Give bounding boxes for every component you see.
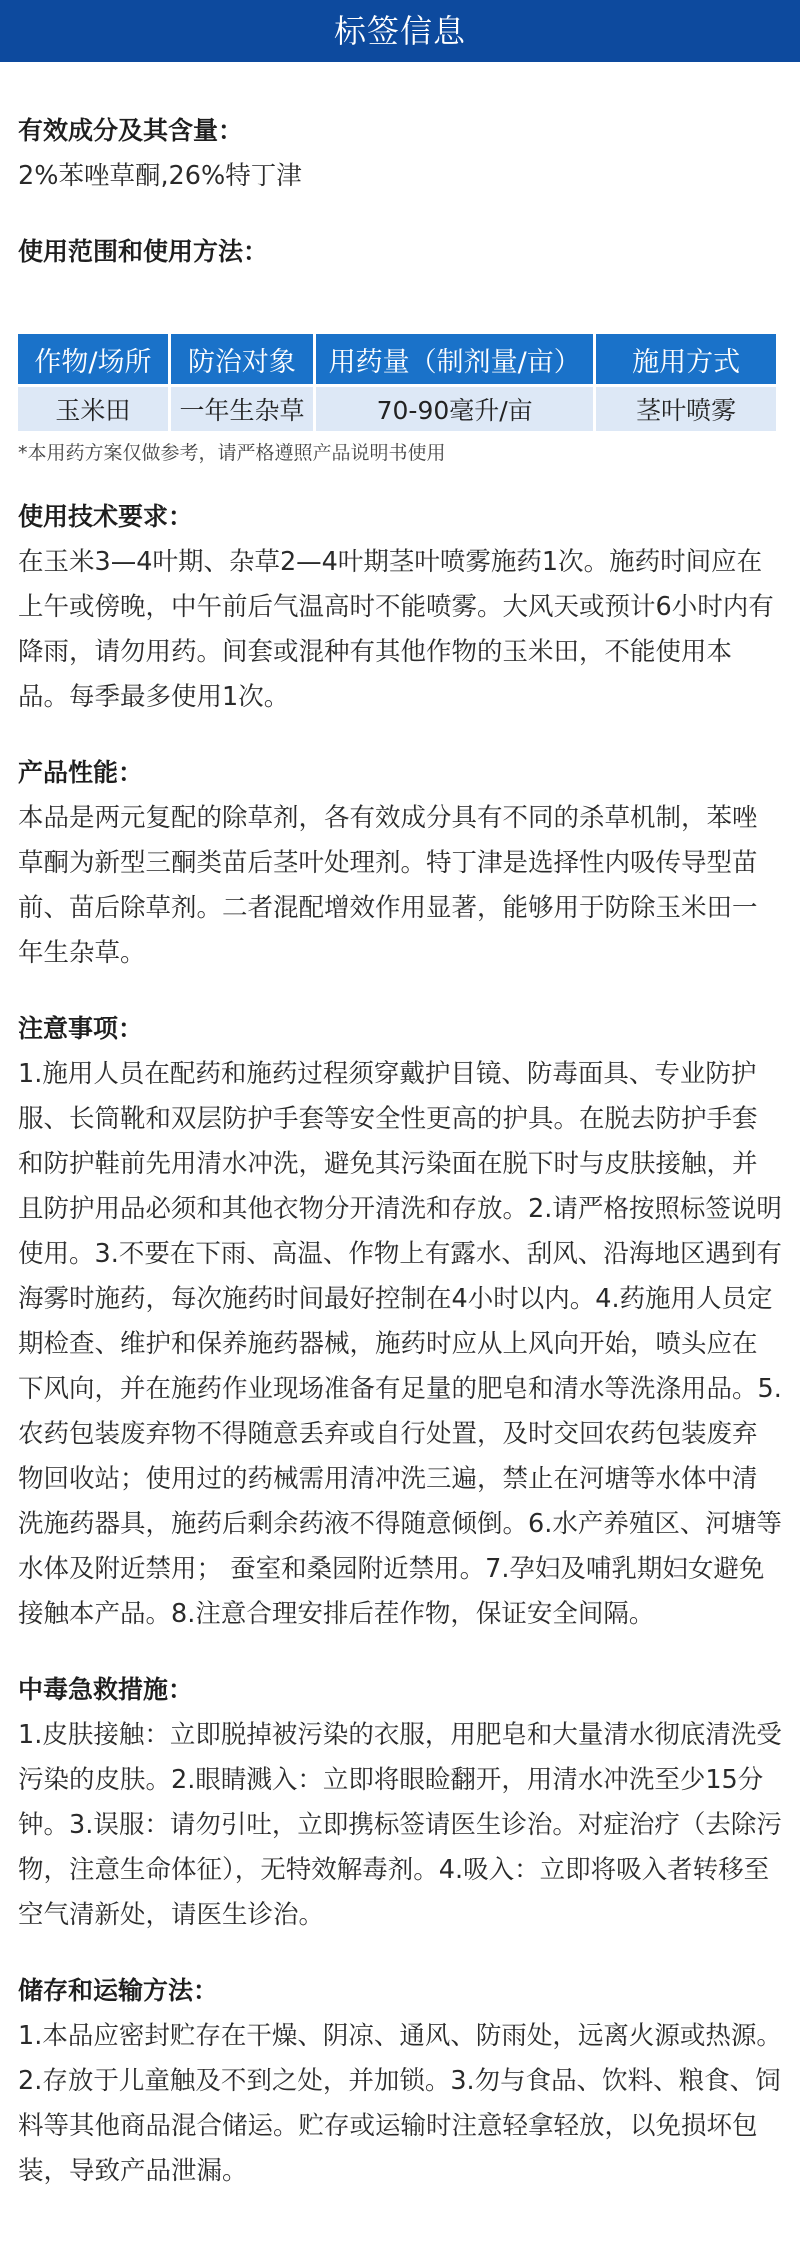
table-row [18,387,776,431]
technique-section [18,494,782,720]
precautions-body: 1.施用人员在配药和施药过程须穿戴护目镜、防毒面具、专业防护服、长筒靴和双层防护手套等安全性更高的护具。在脱去防护手套和防护鞋前先用清水冲洗，避免其污染面在脱下时与皮肤接触，并且防护用品必须和其他衣物分开清洗和存放。2.请严格按照标签说明使用。3.不要在下雨、高温、作物上有露水、刮风、沿海地区遇到有海雾时施药，每次施药时间最好控制在4小时以内。4.药施用人员定期检查、维护和保养施药器械，施药时应从上风向开始，喷头应在下风向，并在施药作业现场准备有足量的肥皂和清水等洗涤用品。5.农药包装废弃物不得随意丢弃或自行处置，及时交回农药包装废弃物回收站；使用过的药械需用清冲洗三遍，禁止在河塘等水体中清洗施药器具，施药后剩余药液不得随意倾倒。6.水产养殖区、河塘等水体及附近禁用； 蚕室和桑园附近禁用。7.孕妇及哺乳期妇女避免接触本产品。8.注意合理安排后茬作物，保证安全间隔。 [18,1059,782,1629]
storage-body: 1.本品应密封贮存在干燥、阴凉、通风、防雨处，远离火源或热源。2.存放于儿童触及不到之处，并加锁。3.勿与食品、饮料、粮食、饲料等其他商品混合储运。贮存或运输时注意轻拿轻放，以免损坏包装，导致产品泄漏。 [18,2021,782,2186]
page-header [0,0,800,62]
first-aid-body: 1.皮肤接触：立即脱掉被污染的衣服，用肥皂和大量清水彻底清洗受污染的皮肤。2.眼睛溅入：立即将眼睑翻开，用清水冲洗至少15分钟。3.误服：请勿引吐，立即携标签请医生诊治。对症治疗（去除污物，注意生命体征），无特效解毒剂。4.吸入：立即将吸入者转移至空气清新处，请医生诊治。 [18,1720,782,1930]
storage-title: 储存和运输方法： [18,1976,219,2005]
performance-title: 产品性能： [18,758,144,787]
usage-table-header-row [18,334,776,384]
cell-dosage: 70-90毫升/亩 [316,387,593,431]
cell-method: 茎叶喷雾 [596,387,776,431]
first-aid-title: 中毒急救措施： [18,1675,194,1704]
ingredients-body: 2%苯唑草酮,26%特丁津 [18,161,302,191]
first-aid-section [18,1667,782,1938]
ingredients-title: 有效成分及其含量： [18,116,244,145]
column-header-dosage: 用药量（制剂量/亩） [316,334,593,384]
page-title: 标签信息 [333,12,466,50]
ingredients-section [18,108,782,199]
column-header-method: 施用方式 [596,334,776,384]
usage-footnote: *本用药方案仅做参考，请严格遵照产品说明书使用 [18,442,446,464]
label-content [0,62,800,2194]
usage-table [15,331,779,434]
cell-crop: 玉米田 [18,387,168,431]
column-header-crop: 作物/场所 [18,334,168,384]
technique-body: 在玉米3—4叶期、杂草2—4叶期茎叶喷雾施药1次。施药时间应在上午或傍晚，中午前后气温高时不能喷雾。大风天或预计6小时内有降雨，请勿用药。间套或混种有其他作物的玉米田，不能使用本品。每季最多使用1次。 [18,547,774,712]
precautions-title: 注意事项： [18,1014,144,1043]
technique-title: 使用技术要求： [18,502,194,531]
storage-section [18,1968,782,2194]
usage-section [18,229,782,468]
cell-target: 一年生杂草 [171,387,313,431]
performance-section [18,750,782,976]
performance-body: 本品是两元复配的除草剂，各有效成分具有不同的杀草机制，苯唑草酮为新型三酮类苗后茎叶处理剂。特丁津是选择性内吸传导型苗前、苗后除草剂。二者混配增效作用显著，能够用于防除玉米田一年生杂草。 [18,803,758,968]
usage-title: 使用范围和使用方法： [18,237,269,266]
column-header-target: 防治对象 [171,334,313,384]
precautions-section [18,1006,782,1637]
